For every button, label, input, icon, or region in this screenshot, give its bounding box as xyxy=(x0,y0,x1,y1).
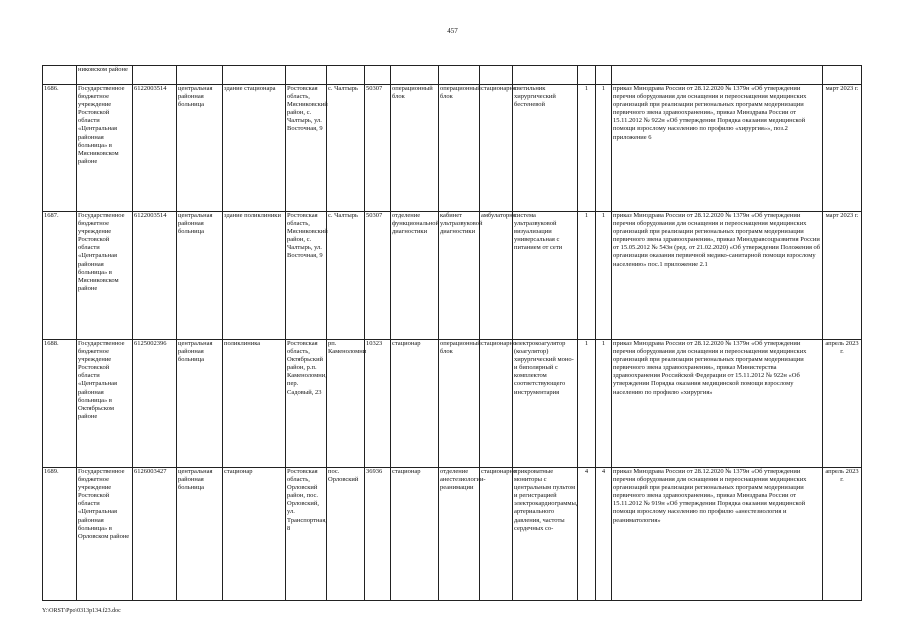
division: операционный блок xyxy=(391,85,439,212)
quantity-a: 1 xyxy=(578,340,596,468)
subdivision: операционный блок xyxy=(439,340,480,468)
building: стационар xyxy=(223,468,286,601)
care-mode: стационарно xyxy=(480,85,513,212)
delivery-date: апрель 2023 г. xyxy=(823,468,862,601)
delivery-date: март 2023 г. xyxy=(823,85,862,212)
legal-basis: приказ Минздрава России от 28.12.2020 № 1379н «Об утверждении перечня оборудования для оснащения и переоснащения медицинских организаций при реализации региональных программ модернизации первичного звена здравоохранения», приказ Минздравсоцразвития России от 15.05.2012 № 543н (ред. от 21.02.2020) «Об утверждении Положения об организации оказания первичной медико-санитарной помощи взрослому населению» пос.1 приложение 2.1 xyxy=(612,212,823,340)
institution-code: 6125002396 xyxy=(133,340,177,468)
locality: пос. Орловский xyxy=(327,468,365,601)
organization-type: центральная районная больница xyxy=(177,468,223,601)
row-number: 1687. xyxy=(43,212,77,340)
subdivision: кабинет ультразвуковой диагностики xyxy=(439,212,480,340)
institution-name: Государственное бюджетное учреждение Ростовской области «Центральная районная больница» в Мясниковском районе xyxy=(77,212,133,340)
delivery-date: апрель 2023 г. xyxy=(823,340,862,468)
okato-code: 36936 xyxy=(365,468,391,601)
organization-type: центральная районная больница xyxy=(177,85,223,212)
equipment-name: светильник хирургический бестеневой xyxy=(513,85,578,212)
care-mode: амбулаторно xyxy=(480,212,513,340)
okato-code: 10323 xyxy=(365,340,391,468)
row-number: 1688. xyxy=(43,340,77,468)
care-mode: стационарно xyxy=(480,468,513,601)
organization-type: центральная районная больница xyxy=(177,340,223,468)
address: Ростовская область, Мясниковский район, с. Чалтырь, ул. Восточная, 9 xyxy=(286,85,327,212)
quantity-b: 1 xyxy=(596,340,612,468)
quantity-b: 1 xyxy=(596,85,612,212)
row-number: 1689. xyxy=(43,468,77,601)
quantity-b: 1 xyxy=(596,212,612,340)
continuation-cell: никовском районе xyxy=(77,66,133,85)
institution-code: 6122003514 xyxy=(133,212,177,340)
institution-code: 6122003514 xyxy=(133,85,177,212)
building: поликлиника xyxy=(223,340,286,468)
address: Ростовская область, Мясниковский район, с. Чалтырь, ул. Восточная, 9 xyxy=(286,212,327,340)
building: здание поликлиники xyxy=(223,212,286,340)
quantity-a: 1 xyxy=(578,212,596,340)
continuation-row xyxy=(43,66,862,85)
okato-code: 50307 xyxy=(365,212,391,340)
address: Ростовская область, Орловский район, пос. Орловский, ул. Транспортная, 8 xyxy=(286,468,327,601)
equipment-table xyxy=(42,65,862,601)
institution-code: 6126003427 xyxy=(133,468,177,601)
building: здание стационара xyxy=(223,85,286,212)
organization-type: центральная районная больница xyxy=(177,212,223,340)
care-mode: стационарно xyxy=(480,340,513,468)
legal-basis: приказ Минздрава России от 28.12.2020 № 1379н «Об утверждении перечня оборудования для оснащения и переоснащения медицинских организаций при реализации региональных программ модернизации первичного звена здравоохранения», приказ Минздрава России от 15.11.2012 № 922н «Об утверждении Порядка оказания медицинской помощи взрослому населению по профилю «хирургия»», поз.2 приложение 6 xyxy=(612,85,823,212)
table-row xyxy=(43,85,862,212)
table-row xyxy=(43,468,862,601)
division: отделение функциональной диагностики xyxy=(391,212,439,340)
institution-name: Государственное бюджетное учреждение Ростовской области «Центральная районная больница» в Мясниковском районе xyxy=(77,85,133,212)
equipment-name: прикроватные мониторы с центральным пультом и регистрацией электрокардиограммы, артериального давления, частоты сердечных со- xyxy=(513,468,578,601)
equipment-name: электрокоагулятор (коагулятор) хирургический моно- и биполярный с комплектом соответствующего инструментария xyxy=(513,340,578,468)
subdivision: отделение анестезиологии-реанимации xyxy=(439,468,480,601)
locality: с. Чалтырь xyxy=(327,85,365,212)
row-number: 1686. xyxy=(43,85,77,212)
quantity-a: 4 xyxy=(578,468,596,601)
division: стационар xyxy=(391,468,439,601)
institution-name: Государственное бюджетное учреждение Ростовской области «Центральная районная больница» в Орловском районе xyxy=(77,468,133,601)
okato-code: 50307 xyxy=(365,85,391,212)
legal-basis: приказ Минздрава России от 28.12.2020 № 1379н «Об утверждении перечня оборудования для оснащения и переоснащения медицинских организаций при реализации региональных программ модернизации первичного звена здравоохранения», приказ Минздрава России от 15.11.2012 № 919н «Об утверждении Порядка оказания медицинской помощи взрослому населению по профилю «анестезиология и реаниматология» xyxy=(612,468,823,601)
locality: с. Чалтырь xyxy=(327,212,365,340)
quantity-b: 4 xyxy=(596,468,612,601)
subdivision: операционный блок xyxy=(439,85,480,212)
locality: рп. Каменоломни xyxy=(327,340,365,468)
division: стационар xyxy=(391,340,439,468)
equipment-name: система ультразвуковой визуализации универсальная с питанием от сети xyxy=(513,212,578,340)
legal-basis: приказ Минздрава России от 28.12.2020 № 1379н «Об утверждении перечня оборудования для оснащения и переоснащения медицинских организаций при реализации региональных программ модернизации первичного звена здравоохранения», приказ Министерства здравоохранения Российской Федерации от 15.11.2012 № 922н «Об утверждении Порядка оказания медицинской помощи взрослому населению по профилю «хирургия» xyxy=(612,340,823,468)
quantity-a: 1 xyxy=(578,85,596,212)
delivery-date: март 2023 г. xyxy=(823,212,862,340)
table-row xyxy=(43,340,862,468)
table-row xyxy=(43,212,862,340)
address: Ростовская область, Октябрьский район, р.п. Каменоломни, пер. Садовый, 23 xyxy=(286,340,327,468)
footer-file-path: Y:\ORST\Ppo\0313p134.f23.doc xyxy=(42,608,121,614)
institution-name: Государственное бюджетное учреждение Ростовской области «Центральная районная больница» в Октябрьском районе xyxy=(77,340,133,468)
page-number: 457 xyxy=(447,27,458,35)
